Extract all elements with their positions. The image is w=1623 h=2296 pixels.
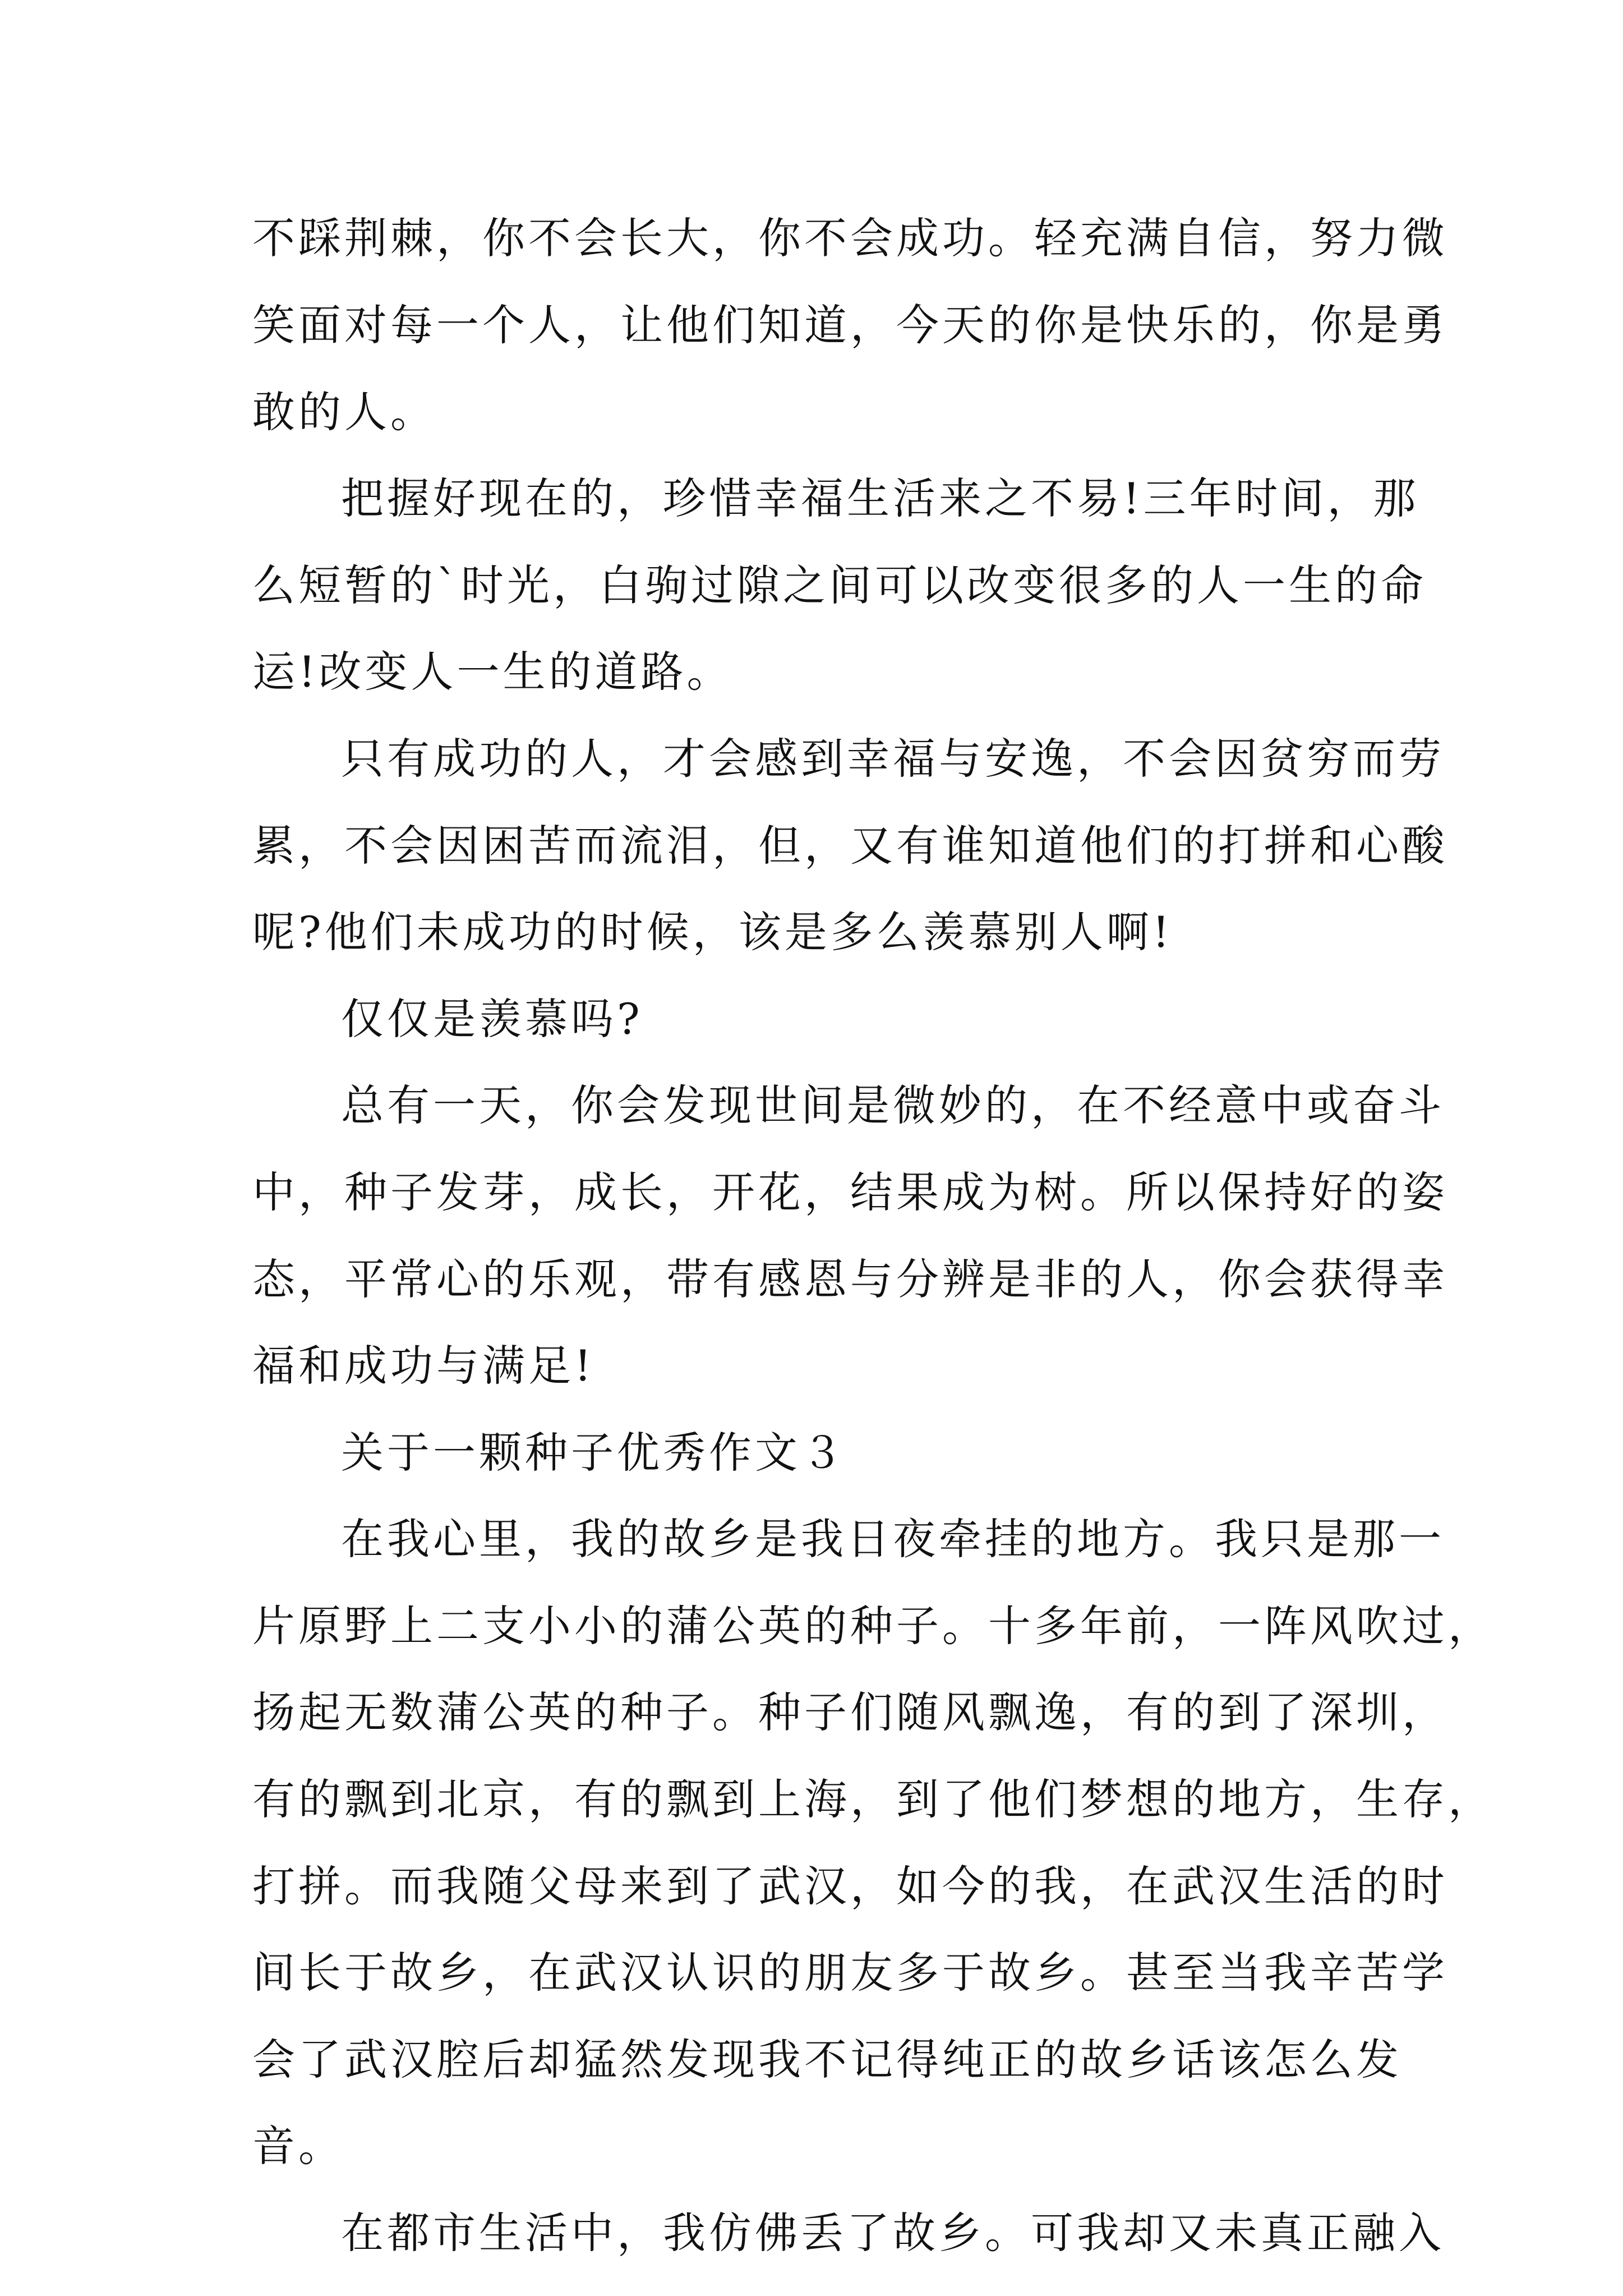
text-line: 片原野上二支小小的蒲公英的种子。十多年前，一阵风吹过， <box>252 1601 1494 1651</box>
paragraph-start-line: 仅仅是羡慕吗? <box>341 994 643 1044</box>
text-line: 么短暂的`时光，白驹过隙之间可以改变很多的人一生的命 <box>252 560 1427 610</box>
text-line: 间长于故乡，在武汉认识的朋友多于故乡。甚至当我辛苦学 <box>252 1948 1448 1998</box>
paragraph-start-line: 在我心里，我的故乡是我日夜牵挂的地方。我只是那一 <box>341 1514 1445 1564</box>
text-line: 累，不会因困苦而流泪，但，又有谁知道他们的打拼和心酸 <box>252 821 1448 871</box>
text-line: 呢?他们未成功的时候，该是多么羡慕别人啊! <box>252 907 1173 957</box>
text-line: 福和成功与满足! <box>252 1341 595 1391</box>
text-line: 运!改变人一生的道路。 <box>252 647 733 697</box>
paragraph-start-line: 把握好现在的，珍惜幸福生活来之不易!三年时间，那 <box>341 473 1419 523</box>
text-line: 打拼。而我随父母来到了武汉，如今的我，在武汉生活的时 <box>252 1861 1448 1911</box>
text-line: 笑面对每一个人，让他们知道，今天的你是快乐的，你是勇 <box>252 300 1448 350</box>
paragraph-start-line: 只有成功的人，才会感到幸福与安逸，不会因贫穷而劳 <box>341 734 1445 784</box>
text-line: 会了武汉腔后却猛然发现我不记得纯正的故乡话该怎么发 <box>252 2035 1402 2085</box>
paragraph-start-line: 总有一天，你会发现世间是微妙的，在不经意中或奋斗 <box>341 1080 1445 1130</box>
text-line: 有的飘到北京，有的飘到上海，到了他们梦想的地方，生存， <box>252 1774 1494 1824</box>
text-line: 敢的人。 <box>252 387 436 437</box>
text-line: 中，种子发芽，成长，开花，结果成为树。所以保持好的姿 <box>252 1167 1448 1217</box>
text-line: 不踩荆棘，你不会长大，你不会成功。轻充满自信，努力微 <box>252 213 1448 263</box>
text-line: 态，平常心的乐观，带有感恩与分辨是非的人，你会获得幸 <box>252 1254 1448 1304</box>
paragraph-start-line: 在都市生活中，我仿佛丢了故乡。可我却又未真正融入 <box>341 2208 1445 2258</box>
text-line: 音。 <box>252 2121 344 2171</box>
section-heading: 关于一颗种子优秀作文３ <box>341 1428 847 1478</box>
text-line: 扬起无数蒲公英的种子。种子们随风飘逸，有的到了深圳， <box>252 1687 1448 1737</box>
